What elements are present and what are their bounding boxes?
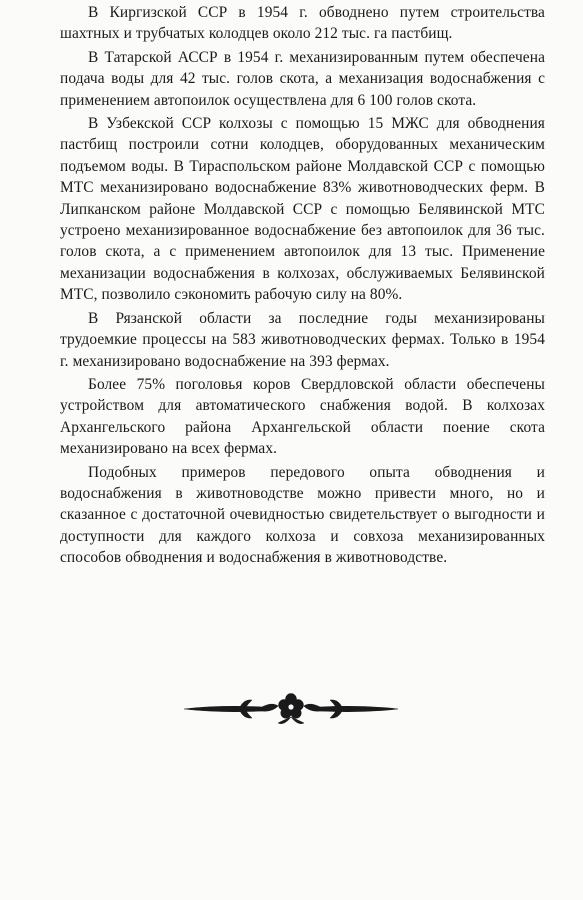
floral-ornament-icon xyxy=(180,690,402,728)
paragraph-kirgiz: В Киргизской ССР в 1954 г. обводнено путем строительства шахтных и трубчатых колодцев около 212 тыс. га пастбищ. xyxy=(60,4,545,43)
paragraph-sverdlovsk: Более 75% поголовья коров Свердловской области обеспечены устройством для автоматического снабжения водой. В колхозах Архангельского района Архангельской области поение скота механизировано на всех фермах. xyxy=(60,375,545,458)
paragraph-ryazan: В Рязанской области за последние годы механизированы трудоемкие процессы на 583 животноводческих фермах. Только в 1954 г. механизировано водоснабжение на 393 фермах. xyxy=(60,309,545,370)
paragraph-conclusion: Подобных примеров передового опыта обводнения и водоснабжения в животноводстве можно привести много, но и сказанное с достаточной очевидностью свидетельствует о выгодности и доступности для каждого колхоза и совхоза механизированных способов обводнения и водоснабжения в животноводстве. xyxy=(60,463,545,567)
paragraph-uzbek: В Узбекской ССР колхозы с помощью 15 МЖС для обводнения пастбищ построили сотни колодцев, оборудованных механическим подъемом воды. В Тираспольском районе Молдавской ССР с помощью МТС механизировано водоснабжение 83% животноводческих ферм. В Липканском районе Молдавской ССР с помощью Белявинской МТС устроено механизированное водоснабжение без автопоилок для 36 тыс. голов скота, а с применением автопоилок для 13 тыс. Применение механизации водоснабжения в колхозах, обслуживаемых Белявинской МТС, позволило сэкономить рабочую силу на 80%. xyxy=(60,115,545,304)
paragraph-tatar: В Татарской АССР в 1954 г. механизированным путем обеспечена подача воды для 42 тыс. голов скота, а механизация водоснабжения с применением автопоилок осуществлена для 6 100 голов скота. xyxy=(60,48,545,109)
body-text xyxy=(60,2,545,571)
